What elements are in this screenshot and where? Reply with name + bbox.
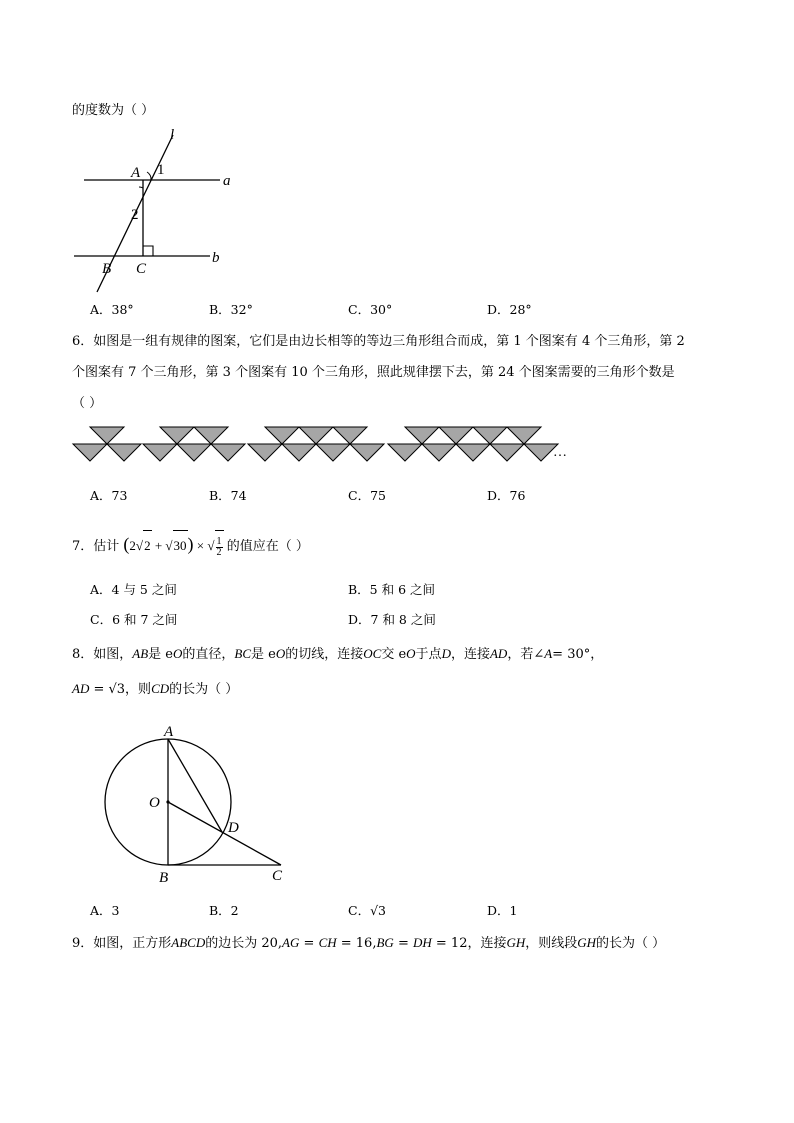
pattern-4-bottom-triangle <box>422 444 456 461</box>
q8-text: 交 e <box>381 647 407 662</box>
q7-prefix: 7．估计 <box>72 539 120 554</box>
pattern-3-bottom-triangle <box>282 444 316 461</box>
q9-math: GH <box>577 935 597 950</box>
q8-math: AD <box>489 646 508 661</box>
label-b: b <box>212 250 220 266</box>
pattern-2-top-triangle <box>194 427 228 444</box>
label-C: C <box>272 868 283 884</box>
q8-text: = √3，则 <box>89 682 152 697</box>
q8-math: O <box>275 646 286 661</box>
label-l: l <box>170 127 175 143</box>
pattern-1-top-triangle <box>90 427 124 444</box>
q6-option-b: B．74 <box>209 488 247 503</box>
q9-stem <box>72 936 665 950</box>
q9-text: 的边长为 20, <box>205 936 283 951</box>
pattern-4-top-triangle <box>473 427 507 444</box>
q6-pattern-figure <box>70 423 570 475</box>
q6-option-d: D．76 <box>487 488 526 503</box>
q5-option-d: D．28° <box>487 302 532 317</box>
q8-math: A <box>544 646 553 661</box>
pattern-4-bottom-triangle <box>456 444 490 461</box>
q8-option-d: D．1 <box>487 903 518 918</box>
pattern-3-bottom-triangle <box>350 444 384 461</box>
label-O: O <box>149 795 160 811</box>
q8-line-1 <box>72 647 603 661</box>
q9-text: = <box>299 936 319 951</box>
q8-math: BC <box>234 646 252 661</box>
pattern-3-bottom-triangle <box>316 444 350 461</box>
q5-option-c: C．30° <box>348 302 393 317</box>
pattern-ellipsis: … <box>553 445 567 460</box>
q8-math: O <box>173 646 183 661</box>
q8-text: ，连接 <box>450 647 490 662</box>
q8-text: 的切线，连接 <box>285 647 364 662</box>
q6-line-3: （ ） <box>72 396 103 411</box>
q6-option-c: C．75 <box>348 488 386 503</box>
q5-option-b: B．32° <box>209 302 253 317</box>
q9-math: ABCD <box>171 935 206 950</box>
q8-math: AD <box>72 681 90 696</box>
q9-text: = 12，连接 <box>431 936 507 951</box>
q8-option-c: C．√3 <box>348 903 386 918</box>
q9-text: 的长为（ ） <box>596 936 666 951</box>
q9-math: CH <box>318 935 337 950</box>
q8-text: 于点 <box>415 647 442 662</box>
q8-math: D <box>441 646 451 661</box>
q8-text: 的直径， <box>182 647 235 662</box>
q6-line-2: 个图案有 7 个三角形，第 3 个图案有 10 个三角形，照此规律摆下去，第 24 个图案需要的三角形个数是 <box>72 365 675 380</box>
q8-option-a: A．3 <box>90 903 120 918</box>
label-A: A <box>164 724 174 740</box>
pattern-3-top-triangle <box>333 427 367 444</box>
q9-math: DH <box>412 935 432 950</box>
q8-text: ，若∠ <box>507 647 545 662</box>
label-1: 1 <box>157 162 165 178</box>
q7-option-d: D．7 和 8 之间 <box>348 612 436 627</box>
label-A: A <box>131 165 141 181</box>
q9-math: BG <box>376 935 394 950</box>
q8-line-2 <box>72 682 238 696</box>
q7-tail: 的值应在（ ） <box>226 539 309 554</box>
q7-option-a: A．4 与 5 之间 <box>90 582 177 597</box>
pattern-4-top-triangle <box>405 427 439 444</box>
q8-text: 是 e <box>251 647 276 662</box>
q5-stem-tail: 的度数为（ ） <box>72 103 155 118</box>
label-2: 2 <box>131 207 139 223</box>
q8-text: 的长为（ ） <box>169 682 239 697</box>
pattern-3-top-triangle <box>299 427 333 444</box>
q9-math: GH <box>506 935 526 950</box>
q5-option-a: A．38° <box>90 302 134 317</box>
label-C: C <box>136 261 147 277</box>
pattern-2-bottom-triangle <box>211 444 245 461</box>
q9-math: AG <box>282 935 300 950</box>
q9-text: 9．如图，正方形 <box>72 936 172 951</box>
label-B: B <box>159 870 169 886</box>
q9-text: = 16, <box>336 936 377 951</box>
q8-option-b: B．2 <box>209 903 239 918</box>
q8-text: 是 e <box>148 647 173 662</box>
pattern-1-bottom-triangle <box>107 444 141 461</box>
q8-circle-figure <box>95 720 295 890</box>
pattern-4-top-triangle <box>439 427 473 444</box>
pattern-4-bottom-triangle <box>490 444 524 461</box>
label-D: D <box>228 820 239 836</box>
q8-math: CD <box>151 681 170 696</box>
q8-math: OC <box>363 646 382 661</box>
label-a: a <box>223 173 231 189</box>
pattern-2-bottom-triangle <box>177 444 211 461</box>
q8-math: O <box>406 646 416 661</box>
q9-text: = <box>393 936 413 951</box>
pattern-4-top-triangle <box>507 427 541 444</box>
pattern-3-bottom-triangle <box>248 444 282 461</box>
pattern-3-top-triangle <box>265 427 299 444</box>
q8-math: AB <box>132 646 149 661</box>
q5-figure <box>60 125 240 300</box>
pattern-2-top-triangle <box>160 427 194 444</box>
pattern-1-bottom-triangle <box>73 444 107 461</box>
q6-line-1: 6．如图是一组有规律的图案，它们是由边长相等的等边三角形组合而成，第 1 个图案有 4 个三角形，第 2 <box>72 334 685 349</box>
q9-text: ，则线段 <box>525 936 578 951</box>
q7-stem <box>72 529 309 559</box>
q6-option-a: A．73 <box>90 488 128 503</box>
q7-option-c: C．6 和 7 之间 <box>90 612 178 627</box>
q8-text: = 30°， <box>552 647 604 662</box>
label-B: B <box>102 261 112 277</box>
pattern-2-bottom-triangle <box>143 444 177 461</box>
q7-option-b: B．5 和 6 之间 <box>348 582 436 597</box>
pattern-4-bottom-triangle <box>388 444 422 461</box>
q8-text: 8．如图， <box>72 647 133 662</box>
q7-expression: (2√2 + √30) × √ $\frac{1}{2}$ <box>123 538 226 553</box>
